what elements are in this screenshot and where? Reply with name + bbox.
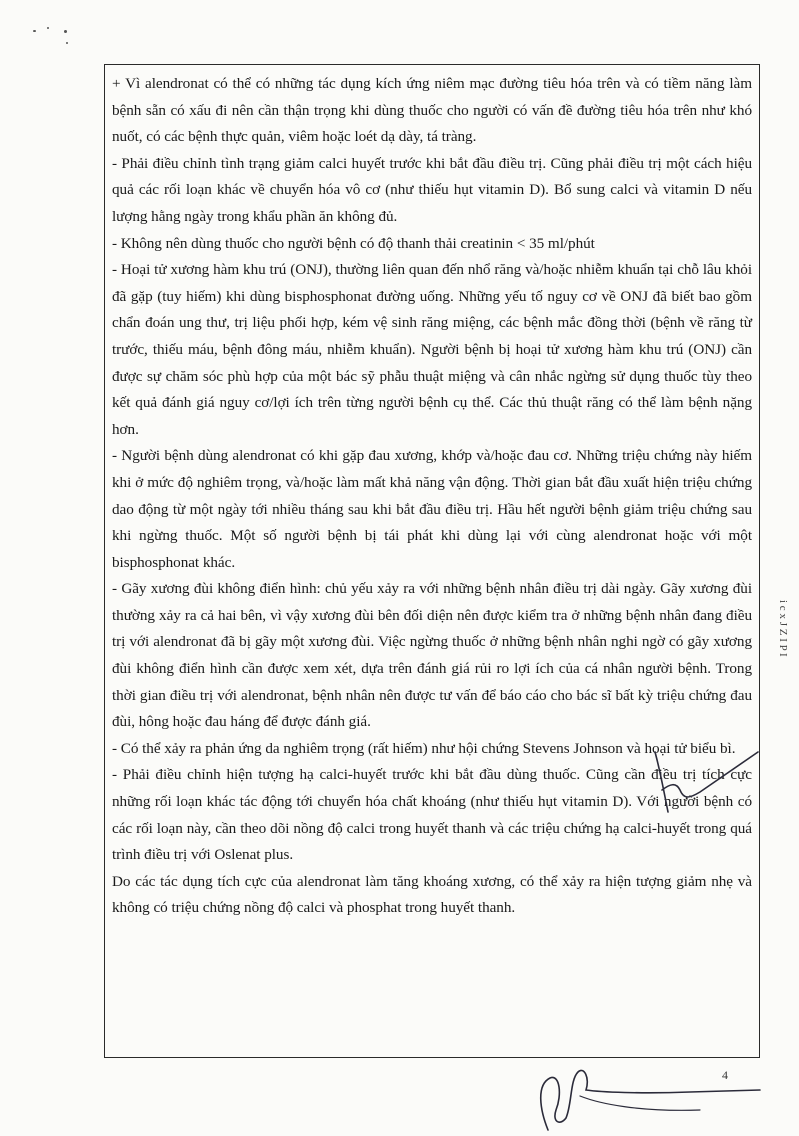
paragraph-mineral-effects: Do các tác dụng tích cực của alendronat làm tăng khoáng xương, có thể xảy ra hiện tượng giảm nhẹ và không có triệu chứng nồng độ calci và phosphat trong huyết thanh. bbox=[112, 872, 752, 917]
paragraph-hypocalcemia: - Phải điều chỉnh tình trạng giảm calci huyết trước khi bắt đầu điều trị. Cũng phải điều trị một cách hiệu quả các rối loạn khác về chuyển hóa vô cơ (như thiếu hụt vitamin D). Bổ sung calci và vitamin D nếu lượng hằng ngày trong khẩu phần ăn không đủ. bbox=[112, 154, 752, 225]
scan-speck bbox=[66, 42, 68, 44]
scan-speck bbox=[33, 30, 36, 32]
scan-speck bbox=[64, 30, 67, 33]
margin-stamp: i c x J Z I P I bbox=[777, 600, 789, 657]
scan-speck bbox=[47, 27, 49, 29]
paragraph-skin-reactions: - Có thể xảy ra phản ứng da nghiêm trọng (rất hiếm) như hội chứng Stevens Johnson và hoại tử biểu bì. bbox=[112, 739, 736, 757]
paragraph-creatinine: - Không nên dùng thuốc cho người bệnh có độ thanh thải creatinin < 35 ml/phút bbox=[112, 234, 595, 252]
paragraph-atypical-femur-fracture: - Gãy xương đùi không điển hình: chủ yếu xảy ra với những bệnh nhân điều trị dài ngày. Gãy xương đùi thường xảy ra cả hai bên, vì vậy xương đùi bên đối diện nên được kiểm tra ở những bệnh nhân đang điều trị với alendronat đã bị gãy một xương đùi. Việc ngừng thuốc ở những bệnh nhân nghi ngờ có gãy xương đùi không điển hình cần được xem xét, dựa trên đánh giá rủi ro lợi ích của cá nhân người bệnh. Trong thời gian điều trị với alendronat, bệnh nhân nên được tư vấn để báo cáo cho bác sĩ bất kỳ triệu chứng đau đùi, hông hoặc đau háng để được đánh giá. bbox=[112, 580, 752, 731]
signature-tail bbox=[580, 1096, 700, 1110]
paragraph-gi-caution: + Vì alendronat có thể có những tác dụng kích ứng niêm mạc đường tiêu hóa trên và có tiềm năng làm bệnh sẵn có xấu đi nên cần thận trọng khi dùng thuốc cho người có vấn đề đường tiêu hóa trên như khó nuốt, có các bệnh thực quản, viêm hoặc loét dạ dày, tá tràng. bbox=[112, 75, 752, 146]
page-number: 4 bbox=[722, 1068, 728, 1082]
paragraph-musculoskeletal-pain: - Người bệnh dùng alendronat có khi gặp đau xương, khớp và/hoặc đau cơ. Những triệu chứng này hiếm khi ở mức độ nghiêm trọng, và/hoặc làm mất khả năng vận động. Thời gian bắt đầu xuất hiện triệu chứng dao động từ một ngày tới nhiều tháng sau khi bắt đầu điều trị. Hầu hết người bệnh giảm triệu chứng sau khi ngừng thuốc. Một số người bệnh bị tái phát khi dùng lại với cùng alendronat hoặc với một bisphosphonat khác. bbox=[112, 447, 752, 571]
paragraph-onj: - Hoại tử xương hàm khu trú (ONJ), thường liên quan đến nhổ răng và/hoặc nhiễm khuẩn tại chỗ lâu khỏi đã gặp (tuy hiếm) khi dùng bisphosphonat đường uống. Những yếu tố nguy cơ về ONJ đã biết bao gồm chẩn đoán ung thư, trị liệu phối hợp, kém vệ sinh răng miệng, các bệnh mắc đồng thời (bệnh về răng từ trước, thiếu máu, bệnh đông máu, nhiễm khuẩn). Người bệnh bị hoại tử xương hàm khu trú (ONJ) cần được sự chăm sóc phù hợp của một bác sỹ phẫu thuật miệng và cân nhắc ngừng sử dụng thuốc tùy theo kết quả đánh giá nguy cơ/lợi ích trên từng người bệnh cụ thể. Các thủ thuật răng có thể làm bệnh nặng hơn. bbox=[112, 261, 752, 438]
document-text-frame bbox=[104, 64, 760, 1058]
paragraph-hypocalcemia-correction: - Phải điều chỉnh hiện tượng hạ calci-huyết trước khi bắt đầu dùng thuốc. Cũng cần điều trị tích cực những rối loạn khác tác động tới chuyển hóa chất khoáng (như thiếu hụt vitamin D). Với người bệnh có các rối loạn này, cần theo dõi nồng độ calci trong huyết thanh và các triệu chứng hạ calci-huyết trong quá trình điều trị với Oslenat plus. bbox=[112, 766, 752, 864]
